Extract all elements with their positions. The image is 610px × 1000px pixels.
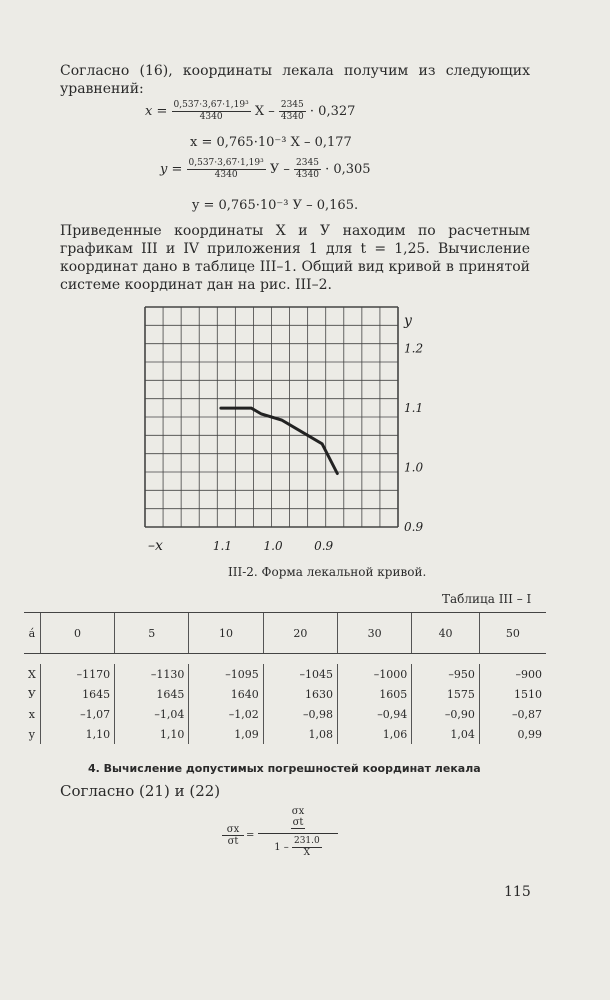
eq1-frac: $\frac{\text{0,537·3,67·1,19³}}{4340}$ [173, 100, 249, 122]
table-row [24, 684, 546, 704]
chart-y-label: y [404, 313, 412, 329]
section-heading: 4. Вычисление допустимых погрешностей координат лекала [88, 762, 481, 775]
eq5-equals: = [246, 830, 255, 841]
header-cell: 40 [412, 613, 480, 654]
cell: 1645 [40, 684, 114, 704]
header-cell: á [24, 613, 40, 654]
table-title: Таблица III – I [442, 592, 532, 606]
row-label: x [28, 707, 36, 721]
eq5-num-top: σx [291, 806, 305, 817]
intro-paragraph: Согласно (16), координаты лекала получим из следующих уравнений: [60, 63, 530, 97]
cell: –0,90 [412, 704, 480, 724]
equation-2: x = 0,765·10⁻³ X – 0,177 [190, 135, 352, 150]
row-label: y [28, 727, 36, 741]
eq5-sx: σx [222, 824, 244, 836]
cell: –1130 [115, 664, 189, 684]
header-cell: 20 [263, 613, 337, 654]
x-tick-label: 1.0 [263, 539, 283, 553]
cell: 1,04 [412, 724, 480, 744]
cell: –900 [479, 664, 546, 684]
eq5-left [222, 824, 244, 847]
coordinates-table [24, 612, 546, 744]
cell: –1170 [40, 664, 114, 684]
cell: –0,98 [263, 704, 337, 724]
page-number: 115 [504, 884, 531, 900]
cell: 1640 [189, 684, 263, 704]
equation-3: y = $\frac{\text{0,537·3,67·1,19³}}{4340}$ У – $\frac{2345}{4340}$ · 0,305 [160, 158, 371, 180]
eq5-st: σt [227, 836, 239, 847]
header-cell: 5 [115, 613, 189, 654]
y-tick-label: 1.1 [404, 401, 424, 416]
row-label: У [27, 687, 36, 701]
cell: –1095 [189, 664, 263, 684]
equation-4: y = 0,765·10⁻³ У – 0,165. [192, 198, 359, 213]
eq5-inner-frac: $\frac{231.0}{X}$ [293, 836, 320, 858]
paragraph-2: Приведенные координаты X и У находим по расчетным графикам III и IV приложения 1 для t = 1,25. Вычисление координат дано в таблице III–1. Общий вид кривой в принятой системе координат дан на рис. III–2. [60, 223, 530, 293]
chart-ticks [213, 342, 424, 553]
cell: 1645 [115, 684, 189, 704]
y-tick-label: 1.0 [404, 460, 424, 475]
eq1-frac2: $\frac{2345}{4340}$ [280, 100, 304, 122]
equation-1: x = $\frac{\text{0,537·3,67·1,19³}}{4340}$ X – $\frac{2345}{4340}$ · 0,327 [145, 100, 356, 122]
y-tick-label: 1.2 [404, 341, 424, 356]
cell: 1,06 [338, 724, 412, 744]
equation-5 [222, 806, 342, 866]
cell: –1,04 [115, 704, 189, 724]
according-text: Согласно (21) и (22) [60, 782, 221, 800]
eq3-frac2: $\frac{2345}{4340}$ [296, 158, 319, 180]
cell: 1510 [479, 684, 546, 704]
table-row [24, 724, 546, 744]
y-tick-label: 0.9 [404, 520, 424, 534]
eq5-denominator [258, 833, 338, 859]
header-cell: 0 [40, 613, 114, 654]
eq5-num-bot: σt [292, 817, 304, 828]
cell: 1,10 [40, 724, 114, 744]
cell: –1,07 [40, 704, 114, 724]
cell: –0,94 [338, 704, 412, 724]
x-tick-label: 0.9 [314, 539, 334, 553]
cell: 1,08 [263, 724, 337, 744]
chart-series-curve [221, 408, 337, 473]
row-label: X [27, 667, 36, 681]
eq5-one-minus: 1 – [274, 842, 289, 853]
cell: 0,99 [479, 724, 546, 744]
eq3-frac: $\frac{\text{0,537·3,67·1,19³}}{4340}$ [188, 158, 264, 180]
figure-caption: III-2. Форма лекальной кривой. [228, 565, 427, 579]
x-tick-label: 1.1 [212, 539, 232, 553]
table-row [24, 704, 546, 724]
cell: 1,10 [115, 724, 189, 744]
cell: –1,02 [189, 704, 263, 724]
table-header-row [24, 613, 546, 654]
header-cell: 30 [338, 613, 412, 654]
header-cell: 50 [479, 613, 546, 654]
cell: 1605 [338, 684, 412, 704]
cell: 1630 [263, 684, 337, 704]
header-cell: 10 [189, 613, 263, 654]
cell: –1045 [263, 664, 337, 684]
table-row [24, 664, 546, 684]
eq5-right [258, 806, 338, 859]
cell: 1575 [412, 684, 480, 704]
chart-x-label: –x [148, 538, 163, 554]
cell: –1000 [338, 664, 412, 684]
cell: –950 [412, 664, 480, 684]
cell: 1,09 [189, 724, 263, 744]
cell: –0,87 [479, 704, 546, 724]
